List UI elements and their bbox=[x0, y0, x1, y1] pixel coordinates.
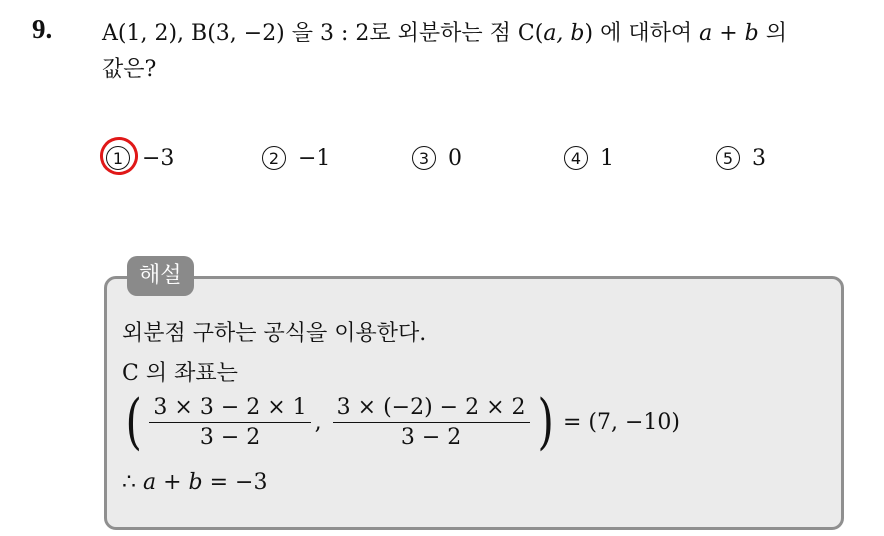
fraction-numerator: 3 × 3 − 2 × 1 bbox=[149, 395, 310, 423]
choice-5[interactable] bbox=[716, 140, 766, 176]
solution-tag: 해설 bbox=[127, 256, 194, 296]
choice-number: 2 bbox=[262, 146, 286, 170]
formula-result: = (7, −10) bbox=[562, 409, 680, 435]
choice-number: 4 bbox=[564, 146, 588, 170]
choice-2[interactable] bbox=[262, 140, 330, 176]
choice-1[interactable] bbox=[106, 140, 174, 176]
choice-value: 1 bbox=[600, 145, 614, 171]
fraction-numerator: 3 × (−2) − 2 × 2 bbox=[333, 395, 530, 423]
conclusion-value: = −3 bbox=[202, 470, 268, 495]
choice-number: 1 bbox=[106, 146, 130, 170]
choice-value: 0 bbox=[448, 145, 462, 171]
question-line-1 bbox=[102, 16, 872, 52]
solution-conclusion bbox=[122, 470, 267, 495]
red-circle-mark bbox=[96, 133, 141, 178]
fraction-denominator: 3 − 2 bbox=[400, 424, 462, 450]
question-expression: a + b bbox=[699, 21, 759, 46]
solution-line-1: 외분점 구하는 공식을 이용한다. bbox=[122, 321, 427, 346]
therefore-symbol: ∴ bbox=[122, 470, 143, 495]
choice-value: −3 bbox=[142, 145, 175, 171]
question-text-part: ) 에 대하여 bbox=[584, 21, 700, 46]
question-number: 9. bbox=[32, 14, 53, 44]
question-text-part: A(1, 2), B(3, −2) 을 3 : 2로 외분하는 점 C( bbox=[102, 21, 544, 46]
left-paren: ( bbox=[125, 387, 142, 457]
question-variable: a, b bbox=[543, 21, 585, 46]
answer-choices bbox=[100, 140, 860, 180]
solution-formula bbox=[122, 387, 680, 457]
solution-line-2: C 의 좌표는 bbox=[122, 361, 238, 386]
fraction-denominator: 3 − 2 bbox=[199, 424, 261, 450]
conclusion-expression: a + b bbox=[143, 470, 203, 495]
choice-value: 3 bbox=[752, 145, 766, 171]
comma: , bbox=[314, 409, 329, 435]
choice-number: 3 bbox=[412, 146, 436, 170]
choice-4[interactable] bbox=[564, 140, 614, 176]
fraction-y bbox=[333, 395, 530, 450]
question-line-2: 값은? bbox=[102, 57, 157, 82]
choice-value: −1 bbox=[298, 145, 331, 171]
question-text-part: 의 bbox=[758, 21, 787, 46]
right-paren: ) bbox=[537, 387, 554, 457]
choice-3[interactable] bbox=[412, 140, 462, 176]
choice-number: 5 bbox=[716, 146, 740, 170]
question-text bbox=[102, 16, 872, 88]
fraction-x bbox=[149, 395, 310, 450]
